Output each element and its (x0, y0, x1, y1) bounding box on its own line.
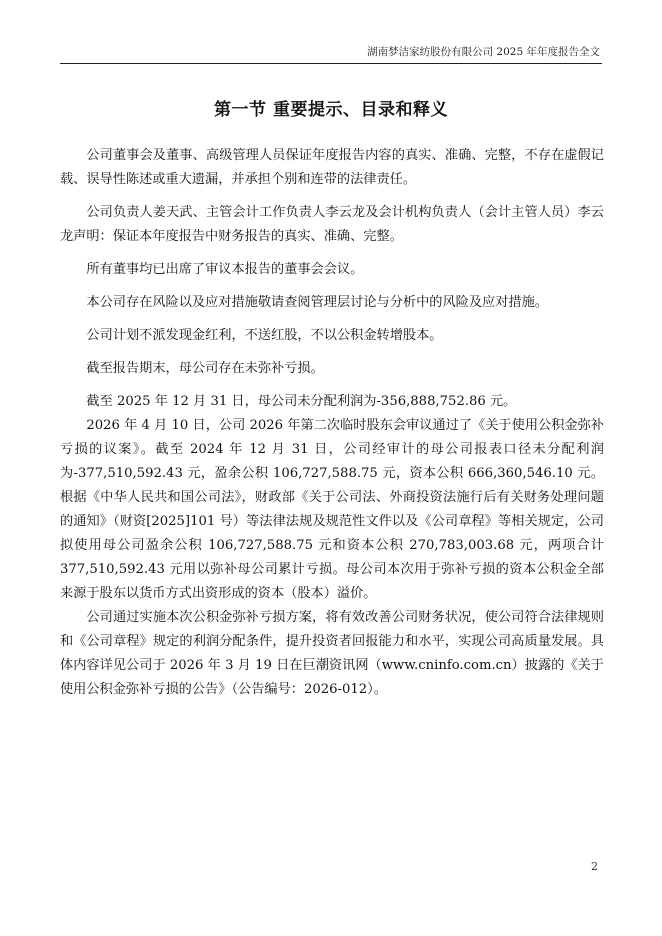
paragraph-loss-offset-proposal: 2026 年 4 月 10 日，公司 2026 年第二次临时股东会审议通过了《关于使用公积金弥补亏损的议案》。截至 2024 年 12 月 31 日，公司经审计的母公司报表口径未分配利润为-377,510,592.43 元，盈余公积 106,727,588.75 元，资本公积 666,360,546.10 元。根据《中华人民共和国公司法》，财政部《关于公司法、外商投资法施行后有关财务处理问题的通知》（财资[2025]101 号）等法律法规及规范性文件以及《公司章程》等相关规定，公司拟使用母公司盈余公积 106,727,588.75 元和资本公积 270,783,003.68 元，两项合计 377,510,592.43 元用以弥补母公司累计亏损。母公司本次用于弥补亏损的资本公积金全部来源于股东以货币方式出资形成的资本（股本）溢价。 (60, 418, 604, 601)
paragraph-responsible-persons: 公司负责人姜天武、主管会计工作负责人李云龙及会计机构负责人（会计主管人员）李云龙声明：保证本年度报告中财务报告的真实、准确、完整。 (60, 205, 604, 244)
paragraph-board-attendance: 所有董事均已出席了审议本报告的董事会会议。 (86, 262, 364, 277)
paragraph-loss-offset-effect: 公司通过实施本次公积金弥补亏损方案，将有效改善公司财务状况，使公司符合法律规则和《公司章程》规定的利润分配条件，提升投资者回报能力和水平，实现公司高质量发展。具体内容详见公司于 2026 年 3 月 19 日在巨潮资讯网（www.cninfo.com.cn）披露的《关于使用公积金弥补亏损的公告》（公告编号：2026-012）。 (60, 610, 604, 697)
paragraph-risk-notice: 本公司存在风险以及应对措施敬请查阅管理层讨论与分析中的风险及应对措施。 (86, 295, 548, 310)
paragraph-dividend-plan: 公司计划不派发现金红利，不送红股，不以公积金转增股本。 (86, 328, 443, 343)
header-divider (60, 63, 602, 64)
paragraph-board-guarantee: 公司董事会及董事、高级管理人员保证年度报告内容的真实、准确、完整，不存在虚假记载、误导性陈述或重大遗漏，并承担个别和连带的法律责任。 (60, 148, 604, 187)
section-title: 第一节 重要提示、目录和释义 (214, 100, 448, 120)
running-header: 湖南梦洁家纺股份有限公司 2025 年年度报告全文 (367, 46, 600, 58)
paragraph-uncovered-loss: 截至报告期末，母公司存在未弥补亏损。 (86, 361, 324, 376)
paragraph-undistributed-profit: 截至 2025 年 12 月 31 日，母公司未分配利润为-356,888,752.86 元。 (86, 394, 517, 409)
page-number: 2 (591, 860, 598, 873)
body-text (60, 144, 604, 711)
